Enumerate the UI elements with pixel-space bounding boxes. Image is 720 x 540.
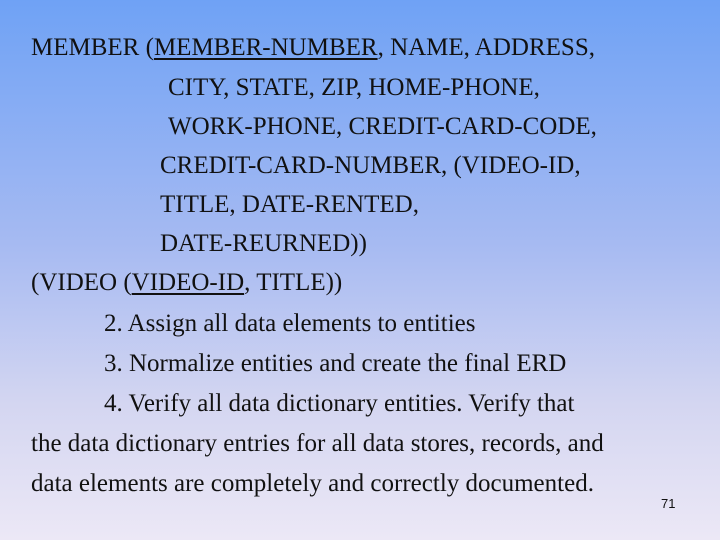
step-4-text-line-3: data elements are completely and correctly documented. <box>31 470 594 497</box>
member-entity-line-3: WORK-PHONE, CREDIT-CARD-CODE, <box>168 113 597 140</box>
member-attributes-1: , NAME, ADDRESS, <box>377 34 595 61</box>
member-entity-line-2: CITY, STATE, ZIP, HOME-PHONE, <box>168 74 540 101</box>
video-entity-line <box>31 268 342 298</box>
step-3-text: 3. Normalize entities and create the final ERD <box>104 350 567 377</box>
member-entity-line-5: TITLE, DATE-RENTED, <box>160 191 419 218</box>
video-primary-key: VIDEO-ID <box>131 269 245 296</box>
step-4-text-line-1: 4. Verify all data dictionary entities. Verify that <box>104 390 575 417</box>
member-entity-prefix: MEMBER ( <box>31 34 154 61</box>
step-2-text: 2. Assign all data elements to entities <box>104 310 476 337</box>
member-entity-line-1 <box>31 33 595 63</box>
member-entity-line-6: DATE-REURNED)) <box>160 230 367 257</box>
member-primary-key: MEMBER-NUMBER <box>153 34 378 61</box>
video-entity-prefix: (VIDEO ( <box>31 269 132 296</box>
step-4-text-line-2: the data dictionary entries for all data stores, records, and <box>31 430 604 457</box>
member-entity-line-4: CREDIT-CARD-NUMBER, (VIDEO-ID, <box>160 152 581 179</box>
slide-number: 71 <box>661 496 676 511</box>
video-attributes: , TITLE)) <box>244 269 343 296</box>
